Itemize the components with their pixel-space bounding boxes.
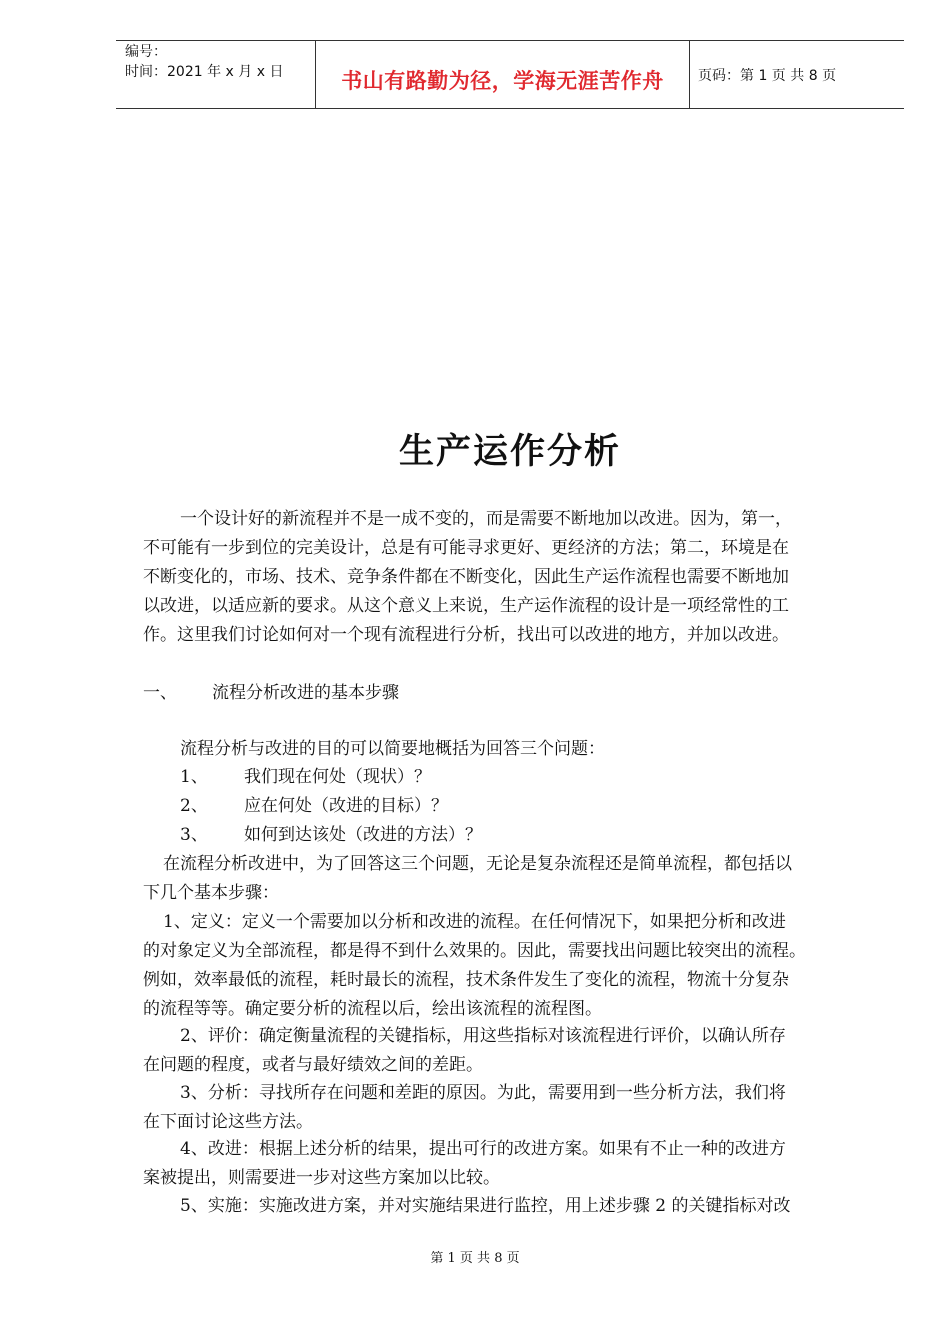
paragraph-line: 5、实施：实施改进方案，并对实施结果进行监控，用上述步骤 2 的关键指标对改	[180, 1196, 791, 1216]
question-text: 应在何处（改进的目标）？	[244, 796, 448, 816]
code-label: 编号：	[125, 44, 167, 60]
paragraph-line: 的流程等等。确定要分析的流程以后，绘出该流程的流程图。	[143, 999, 602, 1019]
question-number: 2、	[180, 796, 208, 816]
question-text: 如何到达该处（改进的方法）？	[244, 825, 482, 845]
header-meta-cell	[116, 41, 315, 108]
time-label: 时间：2021 年 x 月 x 日	[125, 64, 284, 80]
paragraph-line: 下几个基本步骤：	[143, 883, 279, 903]
section-number: 一、	[143, 683, 177, 703]
paragraph-line: 在下面讨论这些方法。	[143, 1112, 313, 1132]
page-footer: 第 1 页 共 8 页	[430, 1251, 520, 1266]
header-motto-cell	[315, 41, 690, 108]
paragraph-line: 不断变化的，市场、技术、竞争条件都在不断变化，因此生产运作流程也需要不断地加	[143, 567, 789, 587]
page-info: 页码：第 1 页 共 8 页	[698, 68, 837, 84]
paragraph-line: 2、评价：确定衡量流程的关键指标，用这些指标对该流程进行评价，以确认所存	[180, 1026, 786, 1046]
section-title: 流程分析改进的基本步骤	[212, 683, 399, 703]
document-header	[116, 40, 904, 109]
paragraph-line: 不可能有一步到位的完美设计，总是有可能寻求更好、更经济的方法；第二，环境是在	[143, 538, 789, 558]
page-title: 生产运作分析	[398, 432, 621, 472]
paragraph-line: 3、分析：寻找所存在问题和差距的原因。为此，需要用到一些分析方法，我们将	[180, 1083, 786, 1103]
question-text: 我们现在何处（现状）？	[244, 767, 431, 787]
paragraph-line: 在流程分析改进中，为了回答这三个问题，无论是复杂流程还是简单流程，都包括以	[163, 854, 792, 874]
paragraph-line: 一个设计好的新流程并不是一成不变的，而是需要不断地加以改进。因为，第一，	[180, 509, 792, 529]
paragraph-line: 的对象定义为全部流程，都是得不到什么效果的。因此，需要找出问题比较突出的流程。	[143, 941, 806, 961]
paragraph-line: 案被提出，则需要进一步对这些方案加以比较。	[143, 1168, 500, 1188]
paragraph-line: 例如，效率最低的流程，耗时最长的流程，技术条件发生了变化的流程，物流十分复杂	[143, 970, 789, 990]
paragraph-line: 作。这里我们讨论如何对一个现有流程进行分析，找出可以改进的地方，并加以改进。	[143, 625, 789, 645]
header-page-cell	[689, 41, 904, 108]
question-number: 3、	[180, 825, 208, 845]
purpose-line: 流程分析与改进的目的可以简要地概括为回答三个问题：	[180, 739, 605, 759]
paragraph-line: 4、改进：根据上述分析的结果，提出可行的改进方案。如果有不止一种的改进方	[180, 1139, 786, 1159]
paragraph-line: 以改进，以适应新的要求。从这个意义上来说，生产运作流程的设计是一项经常性的工	[143, 596, 789, 616]
paragraph-line: 在问题的程度，或者与最好绩效之间的差距。	[143, 1055, 483, 1075]
motto: 书山有路勤为径，学海无涯苦作舟	[341, 68, 664, 93]
question-number: 1、	[180, 767, 208, 787]
paragraph-line: 1、定义：定义一个需要加以分析和改进的流程。在任何情况下，如果把分析和改进	[163, 912, 786, 932]
